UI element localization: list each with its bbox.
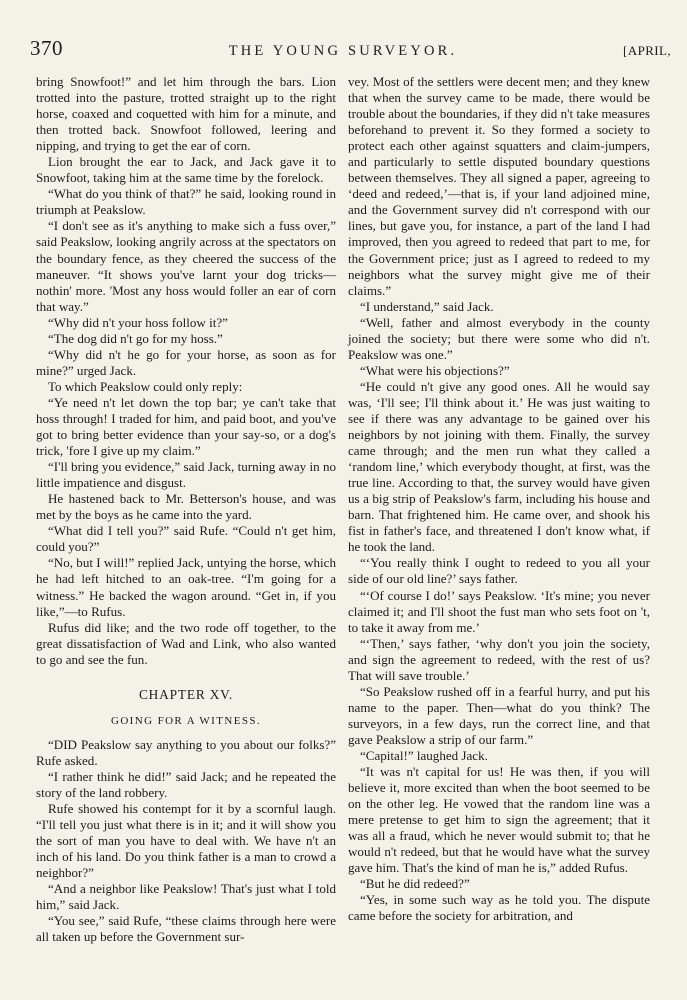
page-header: [30, 36, 671, 62]
paragraph: “DID Peakslow say anything to you about our folks?” Rufe asked.: [36, 736, 336, 768]
paragraph: “And a neighbor like Peakslow! That's just what I told him,” said Jack.: [36, 881, 336, 913]
left-column: [36, 74, 336, 945]
paragraph: “You see,” said Rufe, “these claims through here were all taken up before the Government sur-: [36, 913, 336, 945]
section-title: GOING FOR A WITNESS.: [110, 714, 262, 727]
paragraph: “Why did n't your hoss follow it?”: [48, 314, 228, 330]
paragraph: “I'll bring you evidence,” said Jack, turning away in no little impatience and disgust.: [36, 459, 336, 491]
paragraph: bring Snowfoot!” and let him through the bars. Lion trotted into the pasture, trotted straight up to the right horse, coaxed and coquetted with him for a minute, and then trotted back. Snowfoot followed, leering and nipping, and trying to get the ear of corn.: [36, 74, 336, 154]
chapter-title: CHAPTER XV.: [138, 686, 234, 702]
paragraph: “He could n't give any good ones. All he would say was, ‘I'll see; I'll think about it.’ He was just waiting to see if there was any advantage to be gained over his neighbors by not joining with them. Finally, the survey came through; and the men run what they called a ‘random line,’ which everybody thought, at first, was the true line. According to that, the survey would have given us a big strip of Peakslow's farm, including his house and barn. That frightened him. He came over, and shook his fist in father's face, and threatened I don't know what, if he took the land.: [348, 378, 650, 555]
right-column: [348, 74, 650, 924]
paragraph: “‘You really think I ought to redeed to you all your side of our old line?’ says father.: [348, 555, 650, 587]
paragraph: “I rather think he did!” said Jack; and he repeated the story of the land robbery.: [36, 768, 336, 800]
paragraph: “No, but I will!” replied Jack, untying the horse, which he had left hitched to an oak-tree. “I'm going for a witness.” He backed the wagon around. “Get in, if you like,”—to Rufus.: [36, 555, 336, 619]
paragraph: Rufus did like; and the two rode off together, to the great dissatisfaction of Wad and Link, who also wanted to go and see the fun.: [36, 619, 336, 667]
paragraph: “It was n't capital for us! He was then, if you will believe it, more excited than when the boot seemed to be on the other leg. He vowed that the random line was a mere pretense to get him to sign the agreement; that it was all a fraud, which he never would submit to; that he would n't redeed, but that he would have what the survey gave him. That's the kind of man he is,” added Rufus.: [348, 764, 650, 876]
paragraph: “‘Of course I do!’ says Peakslow. ‘It's mine; you never claimed it; and I'll shoot the fust man who sets foot on 't, to take it away from me.’: [348, 587, 650, 635]
paragraph: “Yes, in some such way as he told you. The dispute came before the society for arbitration, and: [348, 892, 650, 924]
paragraph: “‘Then,’ says father, ‘why don't you join the society, and sign the agreement to redeed, with the rest of us? That will save trouble.’: [348, 635, 650, 683]
paragraph: “I don't see as it's anything to make sich a fuss over,” said Peakslow, looking angrily across at the spectators on the boundary fence, as they cheered the success of the maneuver. “It shows you've larnt your dog tricks—nothin' more. 'Most any hoss would foller an ear of corn that way.”: [36, 218, 336, 314]
paragraph: “Capital!” laughed Jack.: [360, 747, 488, 763]
paragraph: To which Peakslow could only reply:: [48, 378, 243, 394]
running-title: THE YOUNG SURVEYOR.: [228, 43, 458, 59]
paragraph: Lion brought the ear to Jack, and Jack gave it to Snowfoot, taking him at the same time by the forelock.: [36, 154, 336, 186]
paragraph: “What did I tell you?” said Rufe. “Could n't get him, could you?”: [36, 523, 336, 555]
paragraph: “What were his objections?”: [360, 362, 510, 378]
page-number: 370: [30, 36, 63, 60]
paragraph: “But he did redeed?”: [360, 876, 470, 892]
paragraph: “Well, father and almost everybody in the county joined the society; but there were some who did n't. Peakslow was one.”: [348, 314, 650, 362]
paragraph: “Ye need n't let down the top bar; ye can't take that hoss through! I traded for him, and paid boot, and you've got to bring better evidence than your say-so, or a dog's trick, 'fore I give up my claim.”: [36, 394, 336, 459]
paragraph: “What do you think of that?” he said, looking round in triumph at Peakslow.: [36, 186, 336, 218]
paragraph: vey. Most of the settlers were decent men; and they knew that when the survey came to be made, there would be trouble about the boundaries, if they did n't take measures beforehand to prevent it. So they formed a society to protect each other against squatters and claim-jumpers, and particularly to settle disputed boundary questions between themselves. They all signed a paper, agreeing to ‘deed and redeed,’—that is, if your land adjoined mine, and the Government survey did n't correspond with our lines, but gave you, for instance, a part of the land I had improved, then you agreed to redeed that part to me, for the Government price; just as I agreed to redeed to my neighbors what the survey might give me of their claims.”: [348, 74, 650, 298]
paragraph: “I understand,” said Jack.: [360, 298, 494, 314]
month-label: [APRIL,: [623, 43, 671, 58]
paragraph: “The dog did n't go for my hoss.”: [48, 330, 223, 346]
paragraph: Rufe showed his contempt for it by a scornful laugh. “I'll tell you just what there is in it; and it will show you the sort of man you have to deal with. We have n't an inch of his land. Do you think father is a man to crowd a neighbor?”: [36, 801, 336, 881]
paragraph: “Why did n't he go for your horse, as soon as for mine?” urged Jack.: [36, 346, 336, 378]
paragraph: “So Peakslow rushed off in a fearful hurry, and put his name to the paper. Then—what do you think? The surveyors, in a few days, run the correct line, and that gave Peakslow a strip of our farm.”: [348, 683, 650, 747]
paragraph: He hastened back to Mr. Betterson's house, and was met by the boys as he came into the yard.: [36, 491, 336, 523]
